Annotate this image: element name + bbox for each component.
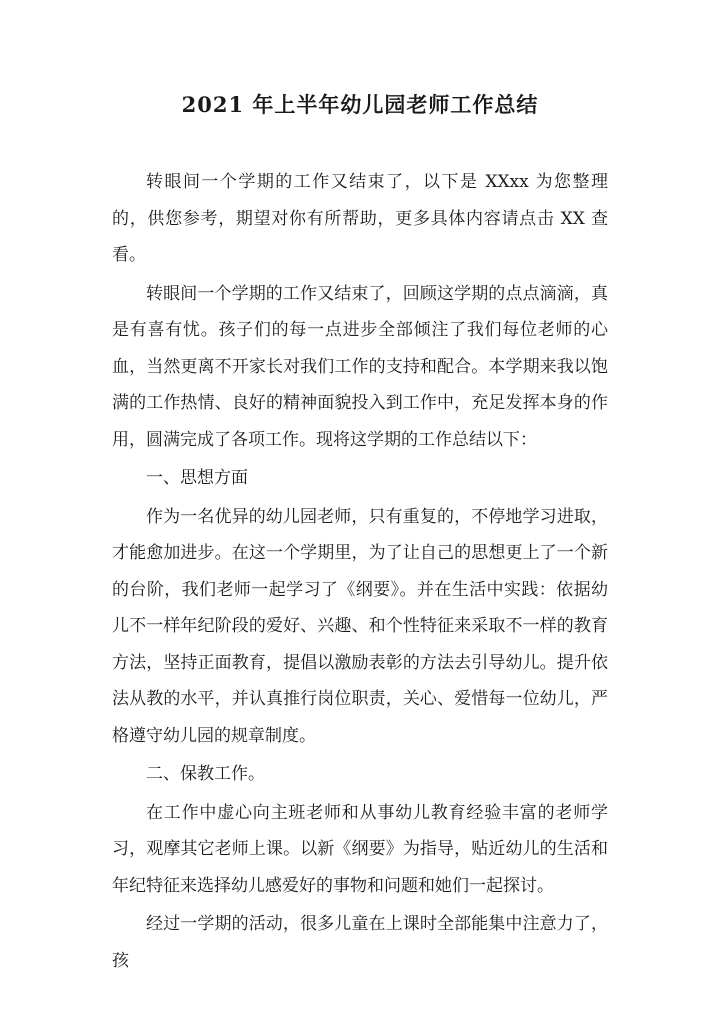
thought-paragraph: 作为一名优异的幼儿园老师，只有重复的，不停地学习进取，才能愈加进步。在这一个学期里，为了让自己的思想更上了一个新的台阶，我们老师一起学习了《纲要》。并在生活中实践：依据幼儿不一样年纪阶段的爱好、兴趣、和个性特征来采取不一样的教育方法，坚持正面教育，提倡以激励表彰的方法去引导幼儿。提升依法从教的水平，并认真推行岗位职责，关心、爱惜每一位幼儿，严格遵守幼儿园的规章制度。 bbox=[112, 506, 608, 746]
activity-paragraph: 经过一学期的活动，很多儿童在上课时全部能集中注意力了，孩 bbox=[112, 914, 608, 971]
section-heading-thought: 一、思想方面 bbox=[146, 468, 248, 488]
care-paragraph: 在工作中虚心向主班老师和从事幼儿教育经验丰富的老师学习，观摩其它老师上课。以新《纲要》为指导，贴近幼儿的生活和年纪特征来选择幼儿感爱好的事物和问题和她们一起探讨。 bbox=[112, 802, 608, 896]
document-title: 2021 年上半年幼儿园老师工作总结 bbox=[181, 92, 539, 117]
intro-paragraph: 转眼间一个学期的工作又结束了，以下是 XXxx 为您整理的，供您参考，期望对你有所帮助，更多具体内容请点击 XX 查看。 bbox=[112, 172, 608, 265]
section-heading-care: 二、保教工作。 bbox=[146, 764, 265, 784]
overview-paragraph: 转眼间一个学期的工作又结束了，回顾这学期的点点滴滴，真是有喜有忧。孩子们的每一点进步全部倾注了我们每位老师的心血，当然更离不开家长对我们工作的支持和配合。本学期来我以饱满的工作热情、良好的精神面貌投入到工作中，充足发挥本身的作用，圆满完成了各项工作。现将这学期的工作总结以下： bbox=[112, 283, 608, 450]
